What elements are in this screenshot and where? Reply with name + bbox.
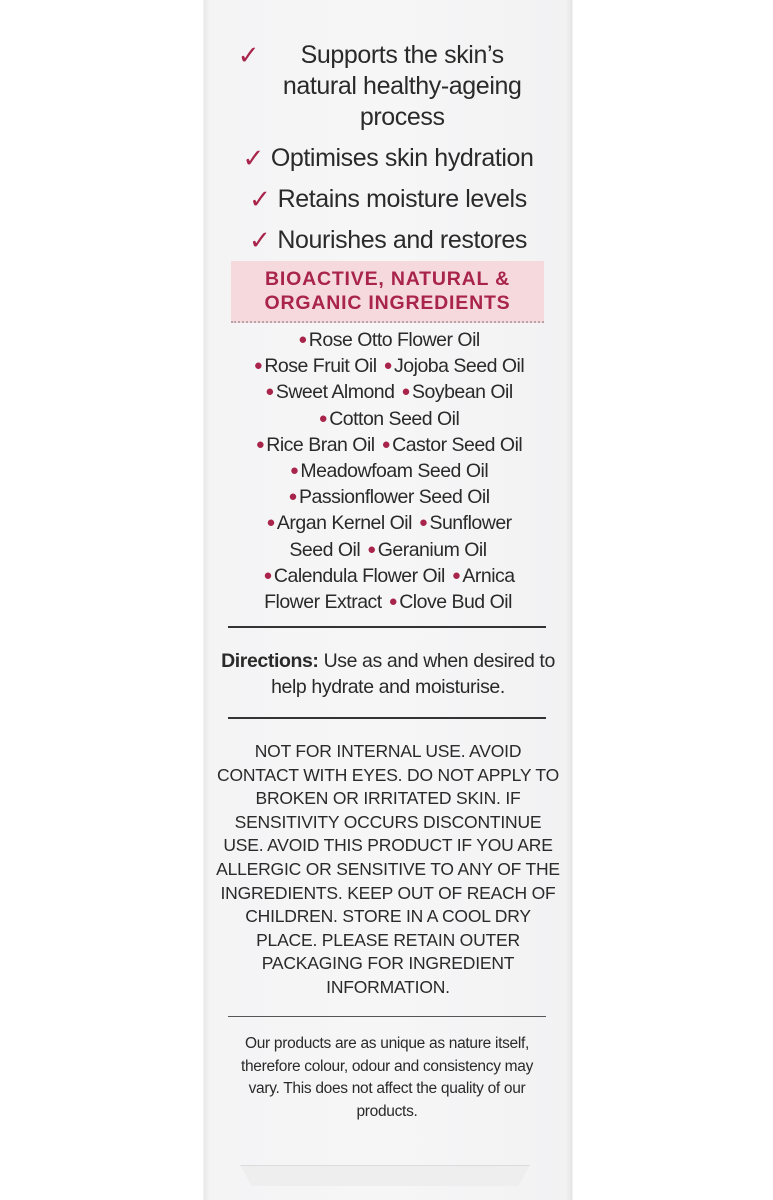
benefit-text: Nourishes and restores xyxy=(277,226,528,254)
ingredients-line xyxy=(216,354,560,380)
warning-text: NOT FOR INTERNAL USE. AVOID CONTACT WITH EYES. DO NOT APPLY TO BROKEN OR IRRITATED SKIN. IF SENSITIVITY OCCURS DISCONTINUE USE. AVOID THIS PRODUCT IF YOU ARE ALLERGIC OR SENSITIVE TO ANY OF THE INGREDIENTS. KEEP OUT OF REACH OF CHILDREN. STORE IN A COOL DRY PLACE. PLEASE RETAIN OUTER PACKAGING FOR INGREDIENT INFORMATION. xyxy=(216,741,560,997)
box-bottom-flap xyxy=(240,1165,530,1186)
bullet-icon: ● xyxy=(388,593,398,611)
bullet-icon: ● xyxy=(418,514,428,532)
bullet-icon: ● xyxy=(383,357,393,375)
ingredients-line xyxy=(216,380,560,406)
ingredient: Calendula Flower Oil xyxy=(273,564,445,587)
bullet-icon: ● xyxy=(367,540,376,558)
ingredients-line xyxy=(216,328,560,354)
benefit-text: Supports the skin’s natural healthy-ageing process xyxy=(282,41,522,131)
benefit-item xyxy=(204,184,572,215)
ingredients-header-line2: ORGANIC INGREDIENTS xyxy=(264,292,511,314)
ingredient: Cotton Seed Oil xyxy=(329,407,460,430)
bullet-icon: ● xyxy=(289,462,299,480)
ingredients-line xyxy=(216,407,560,433)
bullet-icon: ● xyxy=(265,383,274,401)
divider-line xyxy=(228,717,546,719)
ingredients-header xyxy=(231,261,544,323)
ingredient: Rose Otto Flower Oil xyxy=(308,329,480,351)
bullet-icon: ● xyxy=(298,331,307,348)
benefit-text: Optimises skin hydration xyxy=(270,144,534,172)
bullet-icon: ● xyxy=(253,357,263,375)
bullet-icon: ● xyxy=(318,409,328,427)
bullet-icon: ● xyxy=(288,488,297,506)
product-variation-note: Our products are as unique as nature itself, therefore colour, odour and consistency may vary. This does not affect the quality of our products. xyxy=(240,1035,534,1120)
ingredient: Geranium Oil xyxy=(377,538,487,561)
ingredients-line xyxy=(216,511,560,563)
benefit-item xyxy=(204,225,572,256)
ingredient: Castor Seed Oil xyxy=(392,433,523,456)
ingredients-list xyxy=(216,328,560,616)
checkmark-icon: ✓ xyxy=(249,184,271,214)
ingredient: Soybean Oil xyxy=(411,381,513,404)
ingredients-line xyxy=(216,459,560,485)
ingredient: Passionflower Seed Oil xyxy=(298,486,490,509)
benefit-item xyxy=(204,143,572,174)
ingredient: Rice Bran Oil xyxy=(266,433,375,456)
bullet-icon: ● xyxy=(381,435,391,453)
bullet-icon: ● xyxy=(401,383,410,401)
ingredient: Clove Bud Oil xyxy=(399,591,512,614)
directions-block xyxy=(216,648,560,700)
bullet-icon: ● xyxy=(451,566,461,584)
divider-line xyxy=(228,626,546,628)
ingredient: Meadowfoam Seed Oil xyxy=(300,460,489,483)
ingredients-header-line1: BIOACTIVE, NATURAL & xyxy=(265,268,510,290)
directions-text: Use as and when desired to help hydrate and moisturise. xyxy=(271,650,555,698)
ingredient: Arnica Flower Extract xyxy=(264,564,515,614)
benefit-text: Retains moisture levels xyxy=(277,185,527,213)
ingredient: Jojoba Seed Oil xyxy=(394,355,525,378)
ingredient: Sweet Almond xyxy=(275,381,395,404)
benefits-list xyxy=(204,40,572,266)
divider-line xyxy=(228,1016,546,1017)
ingredient: Sunflower Seed Oil xyxy=(289,512,512,561)
checkmark-icon: ✓ xyxy=(248,225,271,255)
bullet-icon: ● xyxy=(255,435,265,453)
ingredients-line xyxy=(216,433,560,459)
ingredients-line xyxy=(216,485,560,511)
checkmark-icon: ✓ xyxy=(242,143,264,173)
ingredients-line xyxy=(216,564,560,616)
benefit-item xyxy=(204,40,572,133)
bullet-icon: ● xyxy=(266,514,275,532)
bullet-icon: ● xyxy=(263,566,272,584)
ingredient: Argan Kernel Oil xyxy=(276,512,412,535)
checkmark-icon: ✓ xyxy=(237,40,260,70)
directions-label: Directions: xyxy=(221,650,319,672)
ingredient: Rose Fruit Oil xyxy=(264,355,377,378)
